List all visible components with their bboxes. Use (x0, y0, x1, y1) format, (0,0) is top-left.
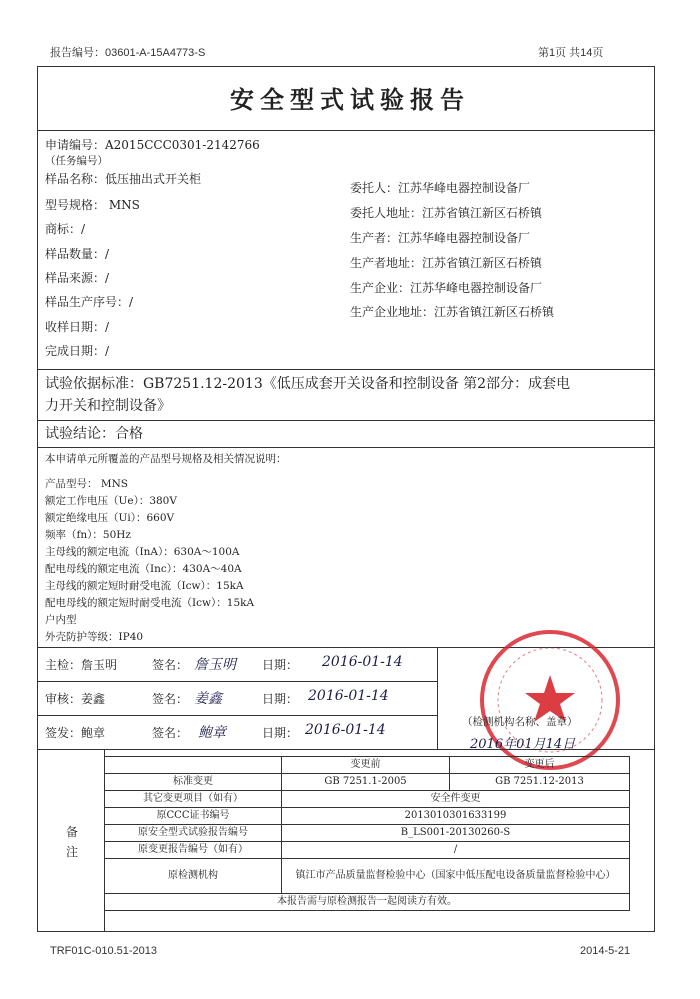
inspector-label: 主检：詹玉明 (45, 658, 118, 672)
remarks-table (104, 756, 630, 911)
issuer-date: 2016-01-14 (305, 722, 386, 738)
sign-label: 签名： (152, 692, 189, 706)
client-address: 委托人地址：江苏省镇江新区石桥镇 (350, 206, 543, 220)
scope-line: 频率（fn）：50Hz (45, 529, 131, 541)
scope-line: 外壳防护等级：IP40 (45, 631, 144, 643)
inspector-signature: 詹玉明 (194, 657, 236, 673)
table-row: 原变更报告编号（如有） / (105, 842, 630, 859)
seal-date: 2016年01月14日 (470, 737, 576, 752)
issuer-label: 签发：鲍章 (45, 726, 106, 740)
producer-address: 生产者地址：江苏省镇江新区石桥镇 (350, 256, 543, 270)
client: 委托人：江苏华峰电器控制设备厂 (350, 181, 531, 195)
reviewer-label: 审核：姜鑫 (45, 692, 106, 706)
task-no: （任务编号） (45, 155, 108, 167)
sample-quantity: 样品数量：/ (45, 247, 110, 261)
organization-seal (475, 625, 625, 775)
form-number: TRF01C-010.51-2013 (50, 945, 158, 957)
factory: 生产企业：江苏华峰电器控制设备厂 (350, 281, 543, 295)
table-row: 标准变更 GB 7251.1-2005 GB 7251.12-2013 (105, 774, 630, 791)
remarks-footnote: 本报告需与原检测报告一起阅读方有效。 (105, 894, 630, 911)
application-no: 申请编号：A2015CCC0301-2142766 (45, 138, 260, 152)
page-indicator: 第1页 共14页 (538, 47, 604, 59)
table-row: 原安全型式试验报告编号 B_LS001-20130260-S (105, 825, 630, 842)
remarks-label: 备 (66, 825, 79, 839)
scope-line: 产品型号： MNS (45, 478, 128, 490)
footer-date: 2014-5-21 (580, 945, 631, 957)
table-row: 其它变更项目（如有） 安全件变更 (105, 791, 630, 808)
reviewer-date: 2016-01-14 (308, 688, 389, 704)
reviewer-signature: 姜鑫 (194, 691, 222, 707)
col-header-after: 变更后 (450, 757, 630, 774)
issuer-signature: 鲍章 (198, 725, 226, 741)
page-title: 安全型式试验报告 (230, 85, 470, 114)
producer: 生产者：江苏华峰电器控制设备厂 (350, 231, 531, 245)
divider (37, 369, 655, 370)
sample-serial: 样品生产序号：/ (45, 295, 134, 309)
scope-line: 配电母线的额定短时耐受电流（Icw）：15kA (45, 597, 255, 609)
model-spec: 型号规格： MNS (45, 198, 140, 212)
trademark: 商标：/ (45, 222, 86, 236)
sample-source: 样品来源：/ (45, 271, 110, 285)
scope-line: 配电母线的额定电流（Inc）：430A～40A (45, 563, 242, 575)
inspector-date: 2016-01-14 (322, 654, 403, 670)
scope-line: 额定工作电压（Ue）：380V (45, 495, 177, 507)
scope-intro: 本申请单元所覆盖的产品型号规格及相关情况说明： (45, 453, 287, 465)
date-label: 日期： (262, 692, 299, 706)
scope-line: 主母线的额定电流（InA）：630A～100A (45, 546, 240, 558)
divider (37, 130, 655, 131)
seal-star-icon (525, 675, 575, 722)
remarks-label: 注 (66, 845, 79, 859)
table-header-empty (105, 757, 282, 774)
divider (37, 420, 655, 421)
scope-line: 额定绝缘电压（Ui）：660V (45, 512, 175, 524)
report-number: 报告编号：03601-A-15A4773-S (50, 47, 206, 59)
table-row: 原检测机构 镇江市产品质量监督检验中心（国家中低压配电设备质量监督检验中心） (105, 859, 630, 894)
col-header-before: 变更前 (282, 757, 450, 774)
divider (37, 447, 655, 448)
factory-address: 生产企业地址：江苏省镇江新区石桥镇 (350, 305, 555, 319)
test-standard-line2: 力开关和控制设备》 (45, 398, 171, 414)
table-row: 原CCC证书编号 2013010301633199 (105, 808, 630, 825)
sign-label: 签名： (152, 658, 189, 672)
scope-line: 主母线的额定短时耐受电流（Icw）：15kA (45, 580, 244, 592)
received-date: 收样日期：/ (45, 320, 110, 334)
table-row (105, 894, 630, 911)
seal-caption: （检测机构名称、盖章） (462, 716, 578, 728)
divider (37, 749, 655, 750)
test-standard-line1: 试验依据标准：GB7251.12-2013《低压成套开关设备和控制设备 第2部分：成套电 (45, 376, 571, 392)
sample-name: 样品名称：低压抽出式开关柜 (45, 172, 202, 186)
completed-date: 完成日期：/ (45, 344, 110, 358)
scope-line: 户内型 (45, 614, 77, 626)
date-label: 日期： (262, 726, 299, 740)
sign-label: 签名： (152, 726, 189, 740)
date-label: 日期： (262, 658, 299, 672)
test-conclusion: 试验结论：合格 (45, 426, 143, 442)
